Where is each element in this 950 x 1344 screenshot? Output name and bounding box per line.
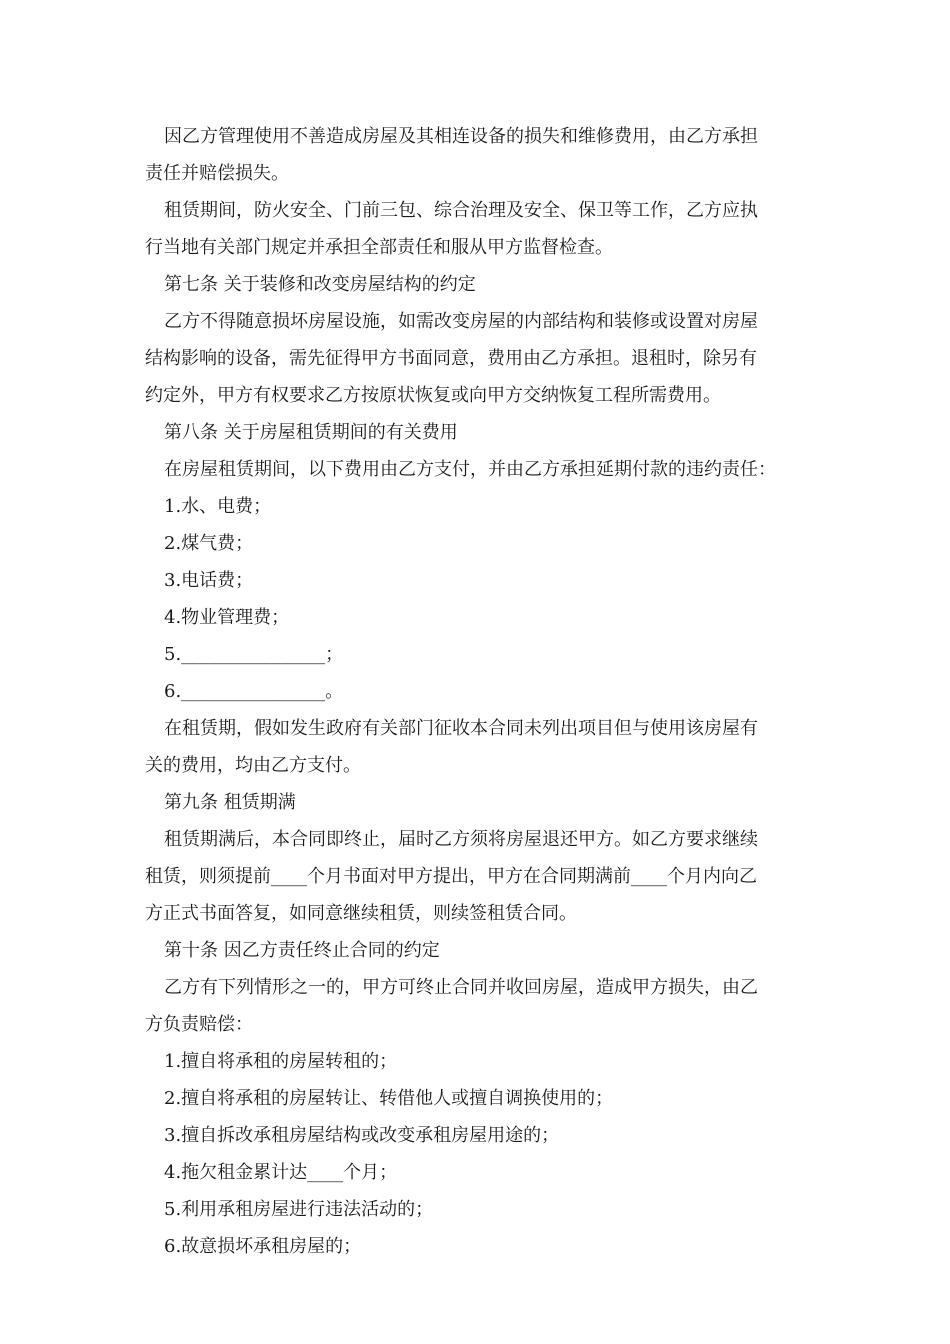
list-item: 4.拖欠租金累计达____个月； [164,1162,398,1183]
list-item: 5.利用承租房屋进行违法活动的； [164,1199,434,1220]
list-item: 1.水、电费； [164,496,272,517]
list-item: 2.煤气费； [164,533,254,554]
section-heading: 第七条 关于装修和改变房屋结构的约定 [164,274,476,295]
text-line: 因乙方管理使用不善造成房屋及其相连设备的损失和维修费用，由乙方承担 [164,126,758,147]
text-line: 乙方不得随意损坏房屋设施，如需改变房屋的内部结构和装修或设置对房屋 [164,311,758,332]
text-line: 方正式书面答复，如同意继续租赁，则续签租赁合同。 [145,903,577,924]
text-line: 乙方有下列情形之一的，甲方可终止合同并收回房屋，造成甲方损失，由乙 [164,977,758,998]
text-line: 约定外，甲方有权要求乙方按原状恢复或向甲方交纳恢复工程所需费用。 [145,385,721,406]
section-heading: 第九条 租赁期满 [164,792,296,813]
text-line: 租赁，则须提前____个月书面对甲方提出，甲方在合同期满前____个月内向乙 [145,866,757,887]
list-item: 3.擅自拆改承租房屋结构或改变承租房屋用途的； [164,1125,560,1146]
list-item: 5.________________； [164,644,344,665]
list-item: 2.擅自将承租的房屋转让、转借他人或擅自调换使用的； [164,1088,614,1109]
list-item: 3.电话费； [164,570,254,591]
document-body [145,118,810,1265]
text-line: 责任并赔偿损失。 [145,163,289,184]
text-line: 关的费用，均由乙方支付。 [145,755,361,776]
text-line: 租赁期满后，本合同即终止，届时乙方须将房屋退还甲方。如乙方要求继续 [164,829,758,850]
text-line: 租赁期间，防火安全、门前三包、综合治理及安全、保卫等工作，乙方应执 [164,200,758,221]
list-item: 1.擅自将承租的房屋转租的； [164,1051,398,1072]
text-line: 结构影响的设备，需先征得甲方书面同意，费用由乙方承担。退租时，除另有 [145,348,757,369]
text-line: 在房屋租赁期间，以下费用由乙方支付，并由乙方承担延期付款的违约责任： [164,459,776,480]
section-heading: 第十条 因乙方责任终止合同的约定 [164,940,440,961]
list-item: 6.故意损坏承租房屋的； [164,1236,362,1257]
text-line: 行当地有关部门规定并承担全部责任和服从甲方监督检查。 [145,237,613,258]
list-item: 4.物业管理费； [164,607,290,628]
section-heading: 第八条 关于房屋租赁期间的有关费用 [164,422,458,443]
list-item: 6.________________。 [164,681,344,702]
text-line: 在租赁期，假如发生政府有关部门征收本合同未列出项目但与使用该房屋有 [164,718,758,739]
text-line: 方负责赔偿： [145,1014,253,1035]
